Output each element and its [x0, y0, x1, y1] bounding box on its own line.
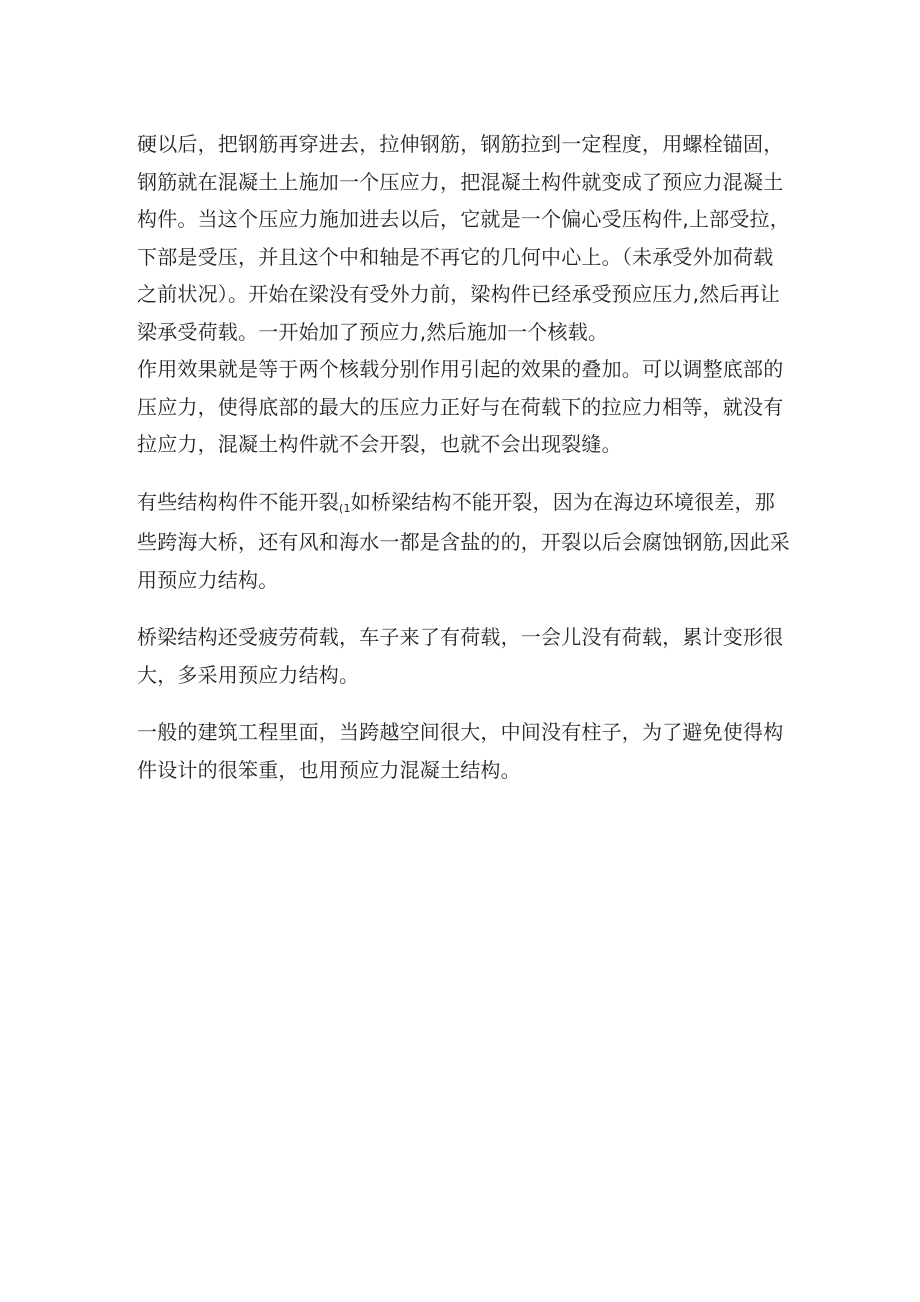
paragraph-5: 一般的建筑工程里面，当跨越空间很大，中间没有柱子，为了避免使得构件设计的很笨重，也用预应力混凝土结构。	[137, 720, 784, 782]
document-body	[137, 126, 792, 789]
paragraph-2: 作用效果就是等于两个核载分别作用引起的效果的叠加。可以调整底部的压应力，使得底部的最大的压应力正好与在荷载下的拉应力相等，就没有拉应力，混凝土构件就不会开裂，也就不会出现裂缝。	[137, 357, 784, 456]
paragraph-1: 硬以后，把钢筋再穿进去，拉伸钢筋，钢筋拉到一定程度，用螺栓锚固，钢筋就在混凝土上施加一个压应力，把混凝土构件就变成了预应力混凝土构件。当这个压应力施加进去以后，它就是一个偏心受压构件,上部受拉，下部是受压，并且这个中和轴是不再它的几何中心上。（未承受外加荷载之前状况）。开始在梁没有受外力前，梁构件已经承受预应压力,然后再让梁承受荷载。一开始加了预应力,然后施加一个核载。	[137, 132, 790, 344]
paragraph-3-rest: 如桥梁结构不能开裂，因为在海边环境很差，那些跨海大桥，还有风和海水一都是含盐的的，开裂以后会腐蚀钢筋,因此采用预应力结构。	[137, 489, 790, 592]
paragraph-3	[137, 484, 792, 600]
paragraph-4: 桥梁结构还受疲劳荷载，车子来了有荷载，一会儿没有荷载，累计变形很大，多采用预应力结构。	[137, 625, 784, 687]
paragraph-3-start: 有些结构构件不能开裂	[137, 489, 339, 514]
paragraph-3-mark: (1	[339, 501, 351, 515]
